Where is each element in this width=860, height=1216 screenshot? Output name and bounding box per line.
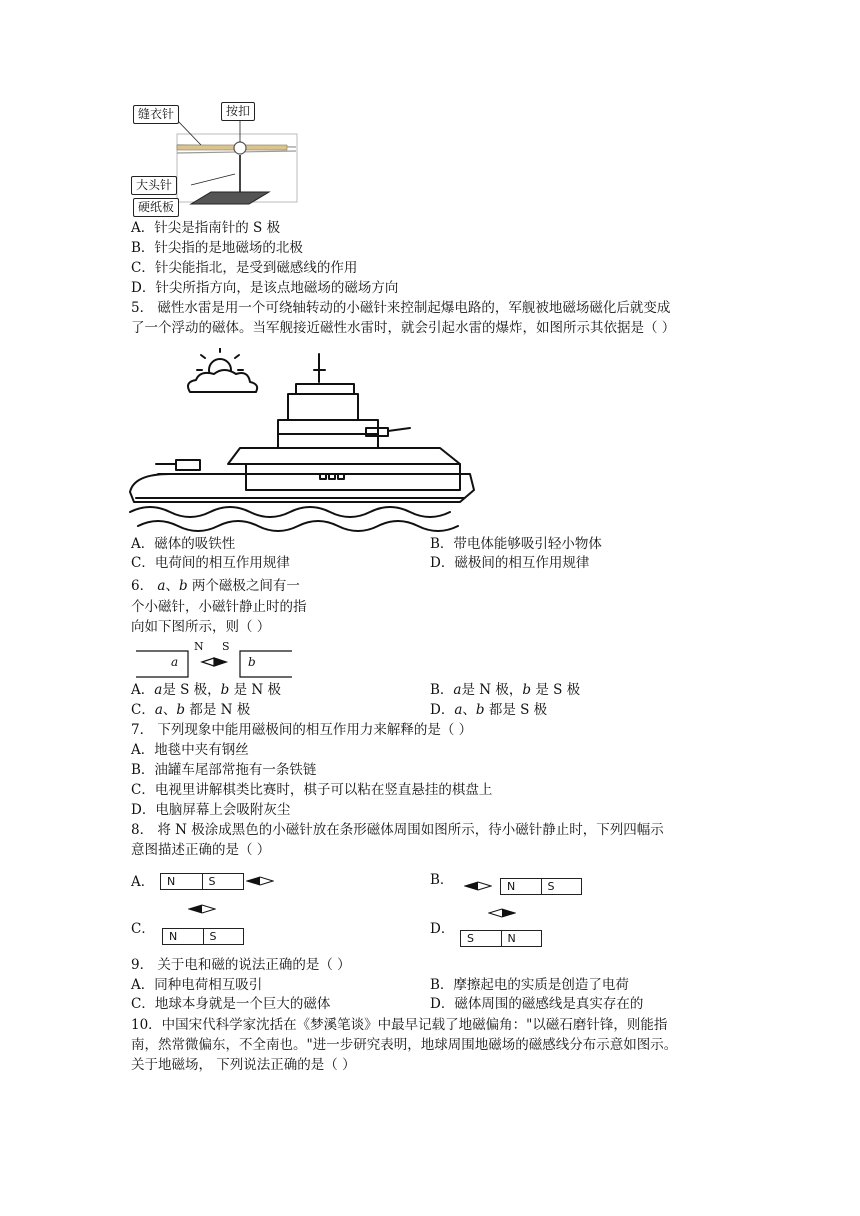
q5-stem-line1: 5． 磁性水雷是用一个可绕轴转动的小磁针来控制起爆电路的，军舰被地磁场磁化后就变成	[131, 300, 671, 316]
q6-option-a: A．a是 S 极，b 是 N 极	[131, 682, 281, 698]
q5-option-a: A．磁体的吸铁性	[131, 536, 236, 552]
q6-stem-line1: 6． a、b 两个磁极之间有一	[131, 578, 300, 594]
compass-figure	[131, 100, 301, 218]
q8-b-bar-magnet: N S	[500, 878, 582, 895]
q4-option-b: B．针尖指的是地磁场的北极	[131, 240, 303, 256]
needle-s-label: S	[222, 640, 230, 653]
q10-stem-line1: 10．中国宋代科学家沈括在《梦溪笔谈》中最早记载了地磁偏角："以磁石磨针锋，则能指	[131, 1017, 668, 1033]
q8-option-c-letter: C．	[131, 921, 155, 937]
q8-option-d-letter: D．	[430, 921, 455, 937]
needle-n-label: N	[194, 640, 204, 653]
q8-stem-line2: 意图描述正确的是（ ）	[131, 842, 271, 858]
q8-a-needle-right	[246, 876, 274, 886]
q8-stem-line1: 8． 将 N 极涂成黑色的小磁针放在条形磁体周围如图所示，待小磁针静止时，下列四幅示	[131, 822, 664, 838]
q7-option-d: D．电脑屏幕上会吸附灰尘	[131, 802, 291, 818]
q6-option-c: C．a、b 都是 N 极	[131, 702, 251, 718]
q10-stem-line3: 关于地磁场， 下列说法正确的是（ ）	[131, 1057, 356, 1073]
button-label: 按扣	[221, 102, 255, 121]
q9-stem: 9． 关于电和磁的说法正确的是（ ）	[131, 957, 351, 973]
q9-option-c: C．地球本身就是一个巨大的磁体	[131, 996, 331, 1012]
q6-option-d: D．a、b 都是 S 极	[430, 702, 548, 718]
q4-option-d: D．针尖所指方向，是该点地磁场的磁场方向	[131, 280, 399, 296]
q9-option-a: A．同种电荷相互吸引	[131, 977, 263, 993]
q8-a-bar-magnet: N S	[160, 873, 244, 890]
q5-stem-line2: 了一个浮动的磁体。当军舰接近磁性水雷时，就会引起水雷的爆炸，如图所示其依据是（ ）	[131, 320, 676, 336]
q9-option-b: B．摩擦起电的实质是创造了电荷	[430, 977, 629, 993]
warship-drawing	[128, 348, 478, 534]
q10-stem-line2: 南，然常微偏东，不全南也。"进一步研究表明，地球周围地磁场的磁感线分布示意如图示。	[131, 1037, 678, 1053]
q8-option-b-letter: B．	[430, 872, 454, 888]
warship-figure	[128, 348, 478, 534]
pole-b-label: b	[248, 655, 256, 669]
q8-b-needle-left	[464, 881, 492, 891]
q9-option-d: D．磁体周围的磁感线是真实存在的	[430, 996, 644, 1012]
q8-option-a-letter: A．	[131, 874, 155, 890]
pole-figure	[134, 640, 294, 678]
needle-label: 缝衣针	[133, 105, 179, 124]
q8-c-bar-magnet: N S	[162, 928, 244, 945]
q8-d-bar-magnet: S N	[460, 930, 542, 947]
q7-option-b: B．油罐车尾部常拖有一条铁链	[131, 762, 317, 778]
q7-stem: 7． 下列现象中能用磁极间的相互作用力来解释的是（ ）	[131, 722, 473, 738]
q7-option-c: C．电视里讲解棋类比赛时，棋子可以粘在竖直悬挂的棋盘上	[131, 782, 493, 798]
q4-option-c: C．针尖能指北，是受到磁感线的作用	[131, 260, 358, 276]
q5-option-b: B．带电体能够吸引轻小物体	[430, 536, 602, 552]
q7-option-a: A．地毯中夹有钢丝	[131, 742, 249, 758]
pin-label: 大头针	[131, 176, 177, 195]
q8-a-needle-below	[188, 904, 216, 914]
board-label: 硬纸板	[133, 198, 179, 217]
q5-option-c: C．电荷间的相互作用规律	[131, 555, 290, 571]
q4-option-a: A．针尖是指南针的 S 极	[131, 220, 281, 236]
q6-stem-line3: 向如下图所示，则（ ）	[131, 619, 271, 635]
q6-stem-line2: 个小磁针，小磁针静止时的指	[131, 599, 307, 615]
q5-option-d: D．磁极间的相互作用规律	[430, 555, 590, 571]
q8-b-needle-below	[488, 908, 516, 918]
pole-a-label: a	[171, 655, 179, 669]
q6-option-b: B．a是 N 极，b 是 S 极	[430, 682, 581, 698]
